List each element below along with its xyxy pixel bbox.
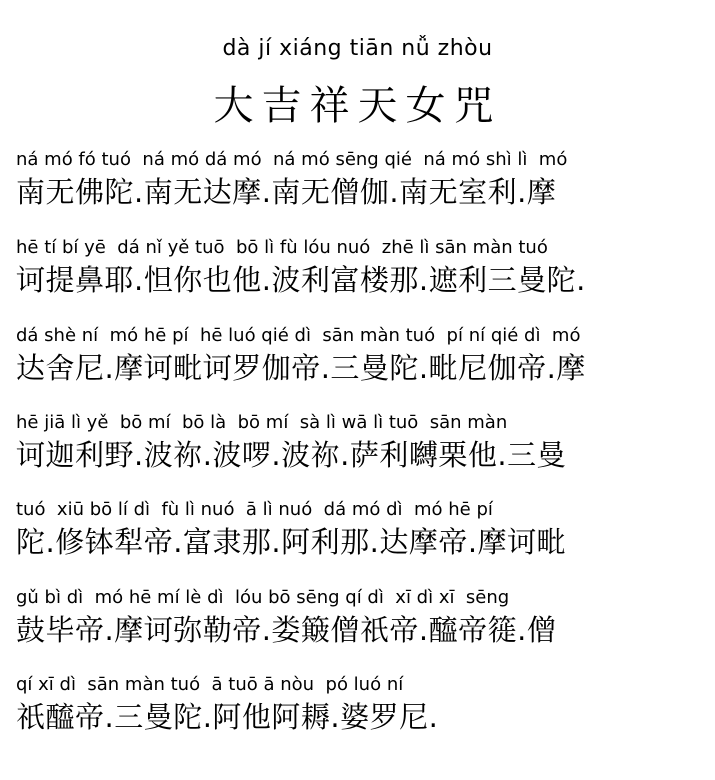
title-pinyin: dà jí xiáng tiān nǚ zhòu: [222, 36, 493, 61]
verse-pinyin: dá shè ní mó hē pí hē luó qié dì sān màn tuó pí ní qié dì mó: [16, 325, 581, 346]
verse-5: [16, 498, 706, 562]
verse-pinyin: tuó xiū bō lí dì fù lì nuó ā lì nuó dá mó dì mó hē pí: [16, 499, 493, 520]
verse-pinyin: gǔ bì dì mó hē mí lè dì lóu bō sēng qí dì xī dì xī sēng: [16, 587, 510, 608]
verse-6: [16, 586, 706, 650]
verse-hanzi: 达舍尼.摩诃毗诃罗伽帝.三曼陀.毗尼伽帝.摩: [16, 351, 586, 385]
title-hanzi: 大吉祥天女咒: [213, 83, 502, 129]
verse-hanzi: 祇醯帝.三曼陀.阿他阿耨.婆罗尼.: [16, 700, 439, 734]
verse-pinyin: hē tí bí yē dá nǐ yě tuō bō lì fù lóu nuó zhē lì sān màn tuó: [16, 237, 548, 258]
verse-1: [16, 148, 706, 212]
verse-hanzi: 南无佛陀.南无达摩.南无僧伽.南无室利.摩: [16, 175, 557, 209]
verse-hanzi: 陀.修钵犁帝.富隶那.阿利那.达摩帝.摩诃毗: [16, 525, 567, 559]
verse-hanzi: 鼓毕帝.摩诃弥勒帝.娄簸僧祇帝.醯帝簁.僧: [16, 613, 557, 647]
verse-3: [16, 324, 706, 388]
verse-7: [16, 673, 706, 737]
verse-2: [16, 236, 706, 300]
verse-pinyin: qí xī dì sān màn tuó ā tuō ā nòu pó luó ní: [16, 674, 404, 695]
verse-hanzi: 诃迦利野.波祢.波啰.波祢.萨利嚩栗他.三曼: [16, 438, 567, 472]
verse-hanzi: 诃提鼻耶.怛你也他.波利富楼那.遮利三曼陀.: [16, 263, 586, 297]
verse-pinyin: hē jiā lì yě bō mí bō là bō mí sà lì wā lì tuō sān màn: [16, 412, 508, 433]
verse-pinyin: ná mó fó tuó ná mó dá mó ná mó sēng qié ná mó shì lì mó: [16, 149, 568, 170]
verse-4: [16, 411, 706, 475]
